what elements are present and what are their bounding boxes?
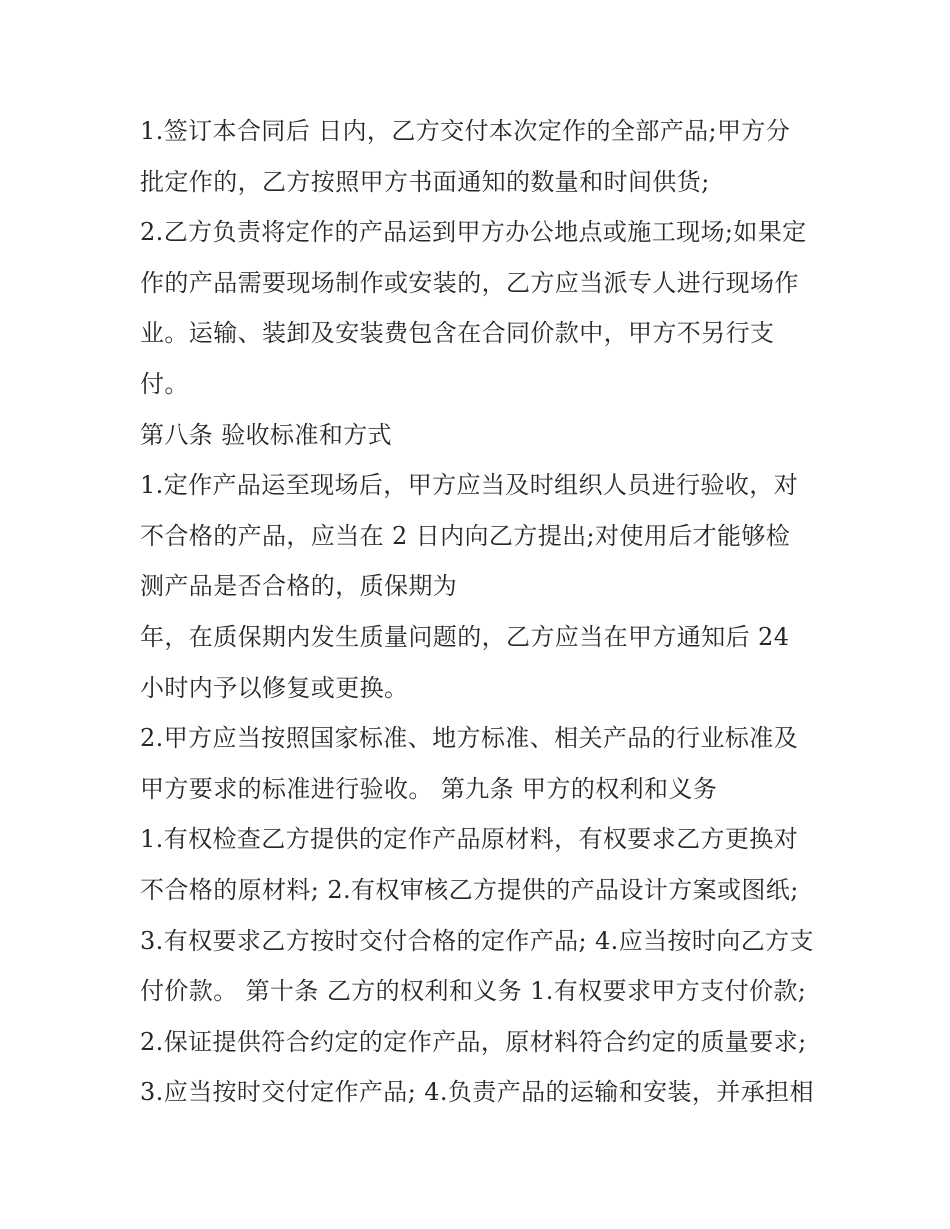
text-line: 批定作的，乙方按照甲方书面通知的数量和时间供货; — [140, 167, 710, 196]
text-line: 业。运输、装卸及安装费包含在合同价款中，甲方不另行支 — [140, 319, 775, 348]
text-line: 1.定作产品运至现场后，甲方应当及时组织人员进行验收，对 — [140, 471, 799, 500]
text-line: 2.甲方应当按照国家标准、地方标准、相关产品的行业标准及 — [140, 724, 799, 753]
text-line: 2.保证提供符合约定的定作产品，原材料符合约定的质量要求; — [140, 1027, 807, 1056]
text-line: 3.应当按时交付定作产品; 4.负责产品的运输和安装，并承担相 — [140, 1078, 814, 1107]
text-line: 作的产品需要现场制作或安装的，乙方应当派专人进行现场作 — [140, 268, 799, 297]
text-line: 测产品是否合格的，质保期为 — [140, 572, 458, 601]
text-line: 付。 — [140, 369, 189, 398]
text-line: 1.有权检查乙方提供的定作产品原材料，有权要求乙方更换对 — [140, 825, 799, 854]
contract-text — [140, 106, 840, 1118]
text-line: 付价款。 第十条 乙方的权利和义务 1.有权要求甲方支付价款; — [140, 977, 807, 1006]
text-line: 1.签订本合同后 日内，乙方交付本次定作的全部产品;甲方分 — [140, 117, 791, 145]
text-line: 不合格的原材料; 2.有权审核乙方提供的产品设计方案或图纸; — [140, 875, 799, 904]
text-line: 年，在质保期内发生质量问题的，乙方应当在甲方通知后 24 — [140, 622, 790, 651]
section-heading-article-8: 第八条 验收标准和方式 — [140, 420, 393, 449]
text-line: 不合格的产品，应当在 2 日内向乙方提出;对使用后才能够检 — [140, 521, 791, 550]
text-line: 2.乙方负责将定作的产品运到甲方办公地点或施工现场;如果定 — [140, 218, 807, 247]
text-line: 小时内予以修复或更换。 — [140, 673, 409, 702]
text-line: 甲方要求的标准进行验收。 第九条 甲方的权利和义务 — [140, 774, 718, 803]
text-line: 3.有权要求乙方按时交付合格的定作产品; 4.应当按时向乙方支 — [140, 926, 814, 955]
